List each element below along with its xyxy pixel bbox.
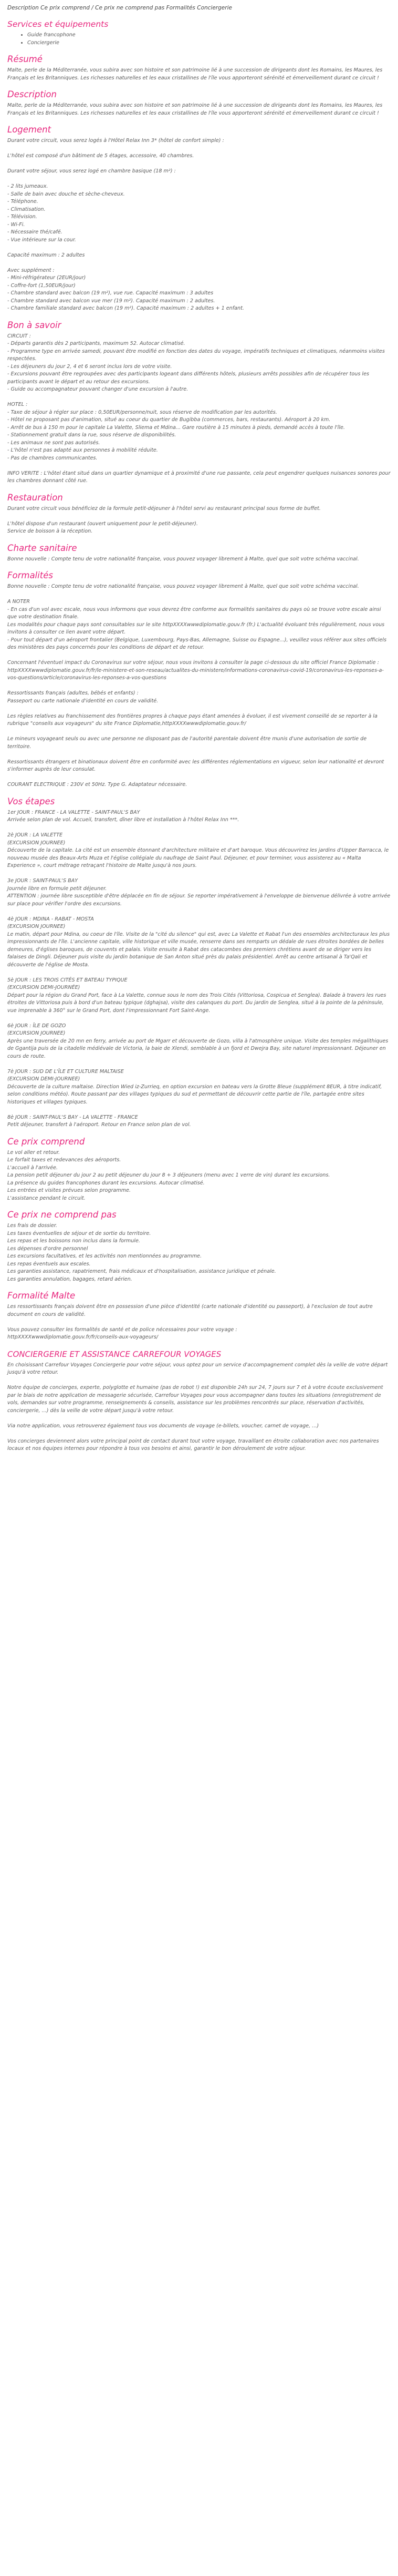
service-item: • Guide francophone [27,32,391,39]
description-text: Malte, perle de la Méditerranée, vous subira avec son histoire et son patrimoine lié à une succession de dirigeants dont les Romains, les Maures, les Français et les Britanniques. Les richesses naturelles et les eaux cristallines de l'île vous apporteront sérénité et émerveillement durant ce circuit ! [7,103,384,116]
resume-text: Malte, perle de la Méditerranée, vous subira avec son histoire et son patrimoine lié à une succession de dirigeants dont les Romains, les Maures, les Français et les Britanniques. Les richesses naturelles et les eaux cristallines de l'île vous apporteront sérénité et émerveillement durant ce circuit ! [7,67,384,81]
services-title: Services et équipements [7,19,109,29]
restauration-text: Durant votre circuit vous bénéficiez de la formule petit-déjeuner à l'hôtel servi au restaurant principal sous forme de buffet. L'hôtel dispose d'un restaurant (ouvert uniquement pour le petit-déjeuner). Service de boisson à la réception. [7,505,321,534]
bon-savoir-title: Bon à savoir [7,320,61,330]
conciergerie-title: CONCIERGERIE ET ASSISTANCE CARREFOUR VOYAGES [7,1349,222,1359]
ne-comprend-title: Ce prix ne comprend pas [7,1210,117,1220]
formalites-text: Bonne nouvelle : Compte tenu de votre nationalité française, vous pouvez voyager librement à Malte, quel que soit votre schéma vaccinal. A NOTER - En cas d'un vol avec escale, nous vous informons que vous devrez être conforme aux formalités sanitaires du pays où se trouve votre escale ainsi que votre destination finale. Les modalités pour chaque pays sont consultables sur le site httpXXXXwwwdiplomatie.gouv.fr (fr.) L'actualité évoluant très régulièrement, nous vous invitons à consulter ce lien avant votre départ. - Pour tout départ d'un aéroport frontalier (Belgique, Luxembourg, Pays-Bas, Allemagne, Suisse ou Espagne...), veuillez vous référer aux sites officiels des ministères des pays concernés pour les conditions de départ et de retour. Concernant l'éventuel impact du Coronavirus sur votre séjour, nous vous invitons à consulter la page ci-dessous du site officiel France Diplomatie : httpXXXXwwwdiplomatie.gouv.fr/fr/le-ministere-et-son-reseau/actualites-du-ministere/informations-coronavirus-covid-19/coronavirus-les-reponses-a-vos-questions/article/coronavirus-les-reponses-a-vos-questions Ressortissants français (adultes, bébés et enfants) : Passeport ou carte nationale d'identité en cours de validité. Les règles relatives au franchissement des frontières propres à chaque pays étant amenées à évoluer, il est vivement conseillé de se reporter à la rubrique "conseils aux voyageurs" du site France Diplomatie,httpXXXXwwwdiplomatie.gouv.fr/ Le mineurs voyageant seuls ou avec une personne ne disposant pas de l'autorité parentale doivent être munis d'une autorisation de sortie de territoire. Ressortissants étrangers et binationaux doivent être en conformité avec les différentes réglementations en vigueur, selon leur nationalité et devront s'informer auprès de leur consulat. COURANT ELECTRIQUE : 230V et 50Hz. Type G. Adaptateur nécessaire. [7,584,386,788]
services-list [7,32,391,47]
resume-title: Résumé [7,54,43,64]
formalites-title: Formalités [7,570,53,580]
formalite-malte-title: Formalité Malte [7,1291,76,1301]
breadcrumb: Description Ce prix comprend / Ce prix ne comprend pas Formalités Conciergerie [7,5,232,11]
comprend-title: Ce prix comprend [7,1136,85,1147]
charte-text: Bonne nouvelle : Compte tenu de votre nationalité française, vous pouvez voyager librement à Malte, quel que soit votre schéma vaccinal. [7,556,359,562]
ne-comprend-text: Les frais de dossier. Les taxes éventuelles de séjour et de sortie du territoire. Les repas et les boissons non inclus dans la formule. Les dépenses d'ordre personnel Les excursions facultatives, et les activités non mentionnées au programme. Les repas éventuels aux escales. Les garanties assistance, rapatriement, frais médicaux et d'hospitalisation, assistance juridique et pénale. Les garanties annulation, bagages, retard aérien. [7,1223,276,1282]
bon-savoir-text: CIRCUIT : - Départs garantis dès 2 participants, maximum 52. Autocar climatisé. - Programme type en arrivée samedi, pouvant être modifié en fonction des dates du voyage, impératifs techniques et climatiques, néanmoins visites respectées. - Les déjeuners du jour 2, 4 et 6 seront inclus lors de votre visite. - Excursions pouvant être regroupées avec des participants logeant dans différents hôtels, plusieurs arrêts possibles afin de récupérer tous les participants avant le départ et au retour des excursions. - Guide ou accompagnateur pouvant changer d'une excursion à l'autre. HOTEL : - Taxe de séjour à régler sur place : 0,50EUR/personne/nuit, sous réserve de modification par les autorités. - Hôtel ne proposant pas d'animation, situé au coeur du quartier de Bugibba (commerces, bars, restaurants). Aéroport à 20 km. - Arrêt de bus à 150 m pour le capitale La Valette, Sliema et Mdina... Gare routière à 15 minutes à pieds, demandé accès à toute l'île. - Stationnement gratuit dans la rue, sous réserve de disponibilités. - Les animaux ne sont pas autorisés. - L'hôtel n'est pas adapté aux personnes à mobilité réduite. - Pas de chambres communicantes. INFO VERITE : L'hôtel étant situé dans un quartier dynamique et à proximité d'une rue passante, cela peut engendrer quelques nuisances sonores pour les chambres donnant côté rue. [7,333,391,484]
formalite-malte-text: Les ressortissants français doivent être en possession d'une pièce d'identité (carte nationale d'identité ou passeport), à l'exclusion de tout autre document en cours de validité. Vous pouvez consulter les formalités de santé et de police nécessaires pour votre voyage : httpXXXXwwwdiplomatie.gouv.fr/fr/conseils-aux-voyageurs/ [7,1304,373,1340]
charte-title: Charte sanitaire [7,543,77,553]
comprend-text: Le vol aller et retour. Le forfait taxes et redevances des aéroports. L'accueil à l'arrivée. La pension petit déjeuner du jour 2 au petit déjeuner du jour 8 + 3 déjeuners (menu avec 1 verre de vin) durant les excursions. La présence du guides francophones durant les excursions. Autocar climatisé. Les entrées et visites prévues selon programme. L'assistance pendant le circuit. [7,1149,330,1201]
service-item: • Conciergerie [27,39,391,47]
conciergerie-text: En choisissant Carrefour Voyages Conciergerie pour votre séjour, vous optez pour un service d'accompagnement complet dès la veille de votre départ jusqu'à votre retour. Notre équipe de concierges, experte, polyglotte et humaine (pas de robot !) est disponible 24h sur 24, 7 jours sur 7 et à votre écoute exclusivement par le biais de notre application de messagerie sécurisée, Carrefour Voyages pour vous accompagner dans toutes les situations (enregistrement de vols, demandes sur votre programme, renseignements & conseils, assistance sur les problèmes rencontrés sur place, réservation d'activités, conciergerie, ...) dès la veille de votre départ jusqu'à votre retour. Via notre application, vous retrouverez également tous vos documents de voyage (e-billets, voucher, carnet de voyage, ...) Vos concierges deviennent alors votre principal point de contact durant tout votre voyage, travaillant en étroite collaboration avec nos partenaires locaux et nos équipes internes pour répondre à tous vos besoins et ainsi, garantir le bon déroulement de votre séjour. [7,1362,388,1451]
logement-text: Durant votre circuit, vous serez logés à l'Hôtel Relax Inn 3* (hôtel de confort simple) : L'hôtel est composé d'un bâtiment de 5 étages, accessoire, 40 chambres. Durant votre séjour, vous serez logé en chambre basique (18 m²) : - 2 lits jumeaux. - Salle de bain avec douche et sèche-cheveux. - Téléphone. - Climatisation. - Télévision. - Wi-Fi. - Nécessaire thé/café. - Vue intérieure sur la cour. Capacité maximum : 2 adultes Avec supplément : - Mini-réfrigérateur (2EUR/jour) - Coffre-fort (1,50EUR/jour) - Chambre standard avec balcon (19 m²), vue rue. Capacité maximum : 3 adultes - Chambre standard avec balcon vue mer (19 m²). Capacité maximum : 2 adultes. - Chambre familiale standard avec balcon (19 m²). Capacité maximum : 2 adultes + 1 enfant. [7,138,244,311]
logement-title: Logement [7,125,51,135]
description-title: Description [7,89,57,99]
etapes-text: 1er JOUR : FRANCE - LA VALETTE - SAINT-PAUL'S BAY Arrivée selon plan de vol. Accueil, transfert, dîner libre et installation à l'hôtel Relax Inn ***. 2è JOUR : LA VALETTE (EXCURSION JOURNEE) Découverte de la capitale. La cité est un ensemble étonnant d'architecture militaire et d'art baroque. Vous découvrirez les jardins d'Upper Barracca, le nouveau musée des Beaux-Arts Muza et l'église collégiale du naufrage de Saint Paul. Déjeuner, et pour terminer, vous assisterez au « Malta Experience », court métrage retraçant l'histoire de Malte jusqu'à nos jours. 3e JOUR : SAINT-PAUL'S BAY Journée libre en formule petit déjeuner. ATTENTION : journée libre susceptible d'être déplacée en fin de séjour. Se reporter impérativement à l'enveloppe de bienvenue délivrée à votre arrivée sur place pour vérifier l'ordre des excursions. 4è JOUR : MDINA - RABAT - MOSTA (EXCURSION JOURNEE) Le matin, départ pour Mdina, ou coeur de l'île. Visite de la "cité du silence" qui est, avec La Valette et Rabat l'un des ensembles architecturaux les plus impressionnants de l'île. L'ancienne capitale, ville historique et ville musée, renserre dans ses remparts un dédale de rues étroites bordées de belles demeures, d'églises baroques, de couvents et palais. Visite ensuite à Rabat des catacombes des premiers chrétiens avant de se diriger vers les falaises de Dingli. Déjeuner puis visite du jardin botanique de San Anton situé près du palais présidentiel. Arrêt au centre artisanal à Ta'Qali et découverte de l'église de Mosta. 5è JOUR : LES TROIS CITÉS ET BATEAU TYPIQUE (EXCURSION DEMI-JOURNÉE) Départ pour la région du Grand Port, face à La Valette, connue sous le nom des Trois Cités (Vittoriosa, Cospicua et Senglea). Balade à travers les rues étroites de Vittoriosa puis à bord d'un bateau typique (dghajsa), visite des calanques du port. Du jardin de Senglea, situé à la pointe de la péninsule, vue imprenable à 360° sur le Grand Port, dont l'impressionnant Fort Saint-Ange. 6è JOUR : ÎLE DE GOZO (EXCURSION JOURNEE) Après une traversée de 20 mn en ferry, arrivée au port de Mgarr et découverte de Gozo, villa à l'atmosphère unique. Visite des temples mégalithiques de Ggantija puis de la citadelle médiévale de Victoria, la baie de Xlendi, semblable à un fjord et Dwejra Bay, site naturel impressionnant. Déjeuner en cours de route. 7è JOUR : SUD DE L'ÎLE ET CULTURE MALTAISE (EXCURSION DEMI-JOURNEE) Découverte de la culture maltaise. Direction Wied iz-Zurrieq, en option excursion en bateau vers la Grotte Bleue (supplément 8EUR, à titre indicatif, selon conditions météo). Route passant par des villages typiques du sud et permettant de découvrir cette partie de l'île, partagée entre sites historiques et villages typiques. 8è JOUR : SAINT-PAUL'S BAY - LA VALETTE - FRANCE Petit déjeuner, transfert à l'aéroport. Retour en France selon plan de vol. [7,809,391,1128]
restauration-title: Restauration [7,492,63,503]
etapes-title: Vos étapes [7,796,55,806]
